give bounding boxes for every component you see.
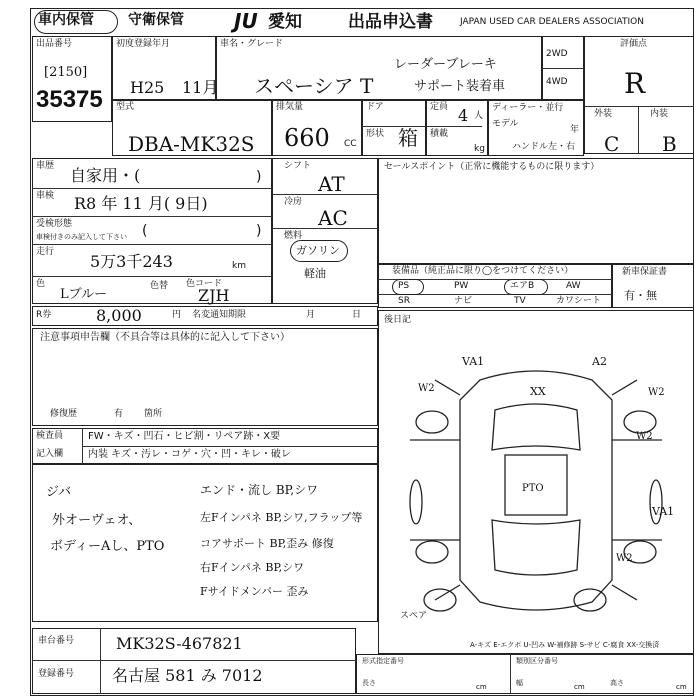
ac-label: 冷房 [284, 197, 303, 207]
vehicle-name: スペーシア T [254, 74, 374, 98]
row-divider [82, 446, 378, 447]
vehicle-label: 車名・グレード [220, 39, 284, 49]
mileage-value: 5万3千243 [90, 252, 173, 271]
drive-divider [542, 68, 584, 69]
recycle-value: 8,000 [96, 306, 142, 325]
diagram-legend: A-キズ E-エクボ U-凹み W-補修跡 S-サビ C-腐食 XX-交換済 [470, 641, 660, 649]
spare-label: スペア [400, 611, 428, 621]
color-change-label: 色替 [150, 281, 169, 291]
cert-width: 幅 [516, 679, 523, 687]
doors-label: ドア [366, 102, 384, 112]
registration-year: H25 [130, 78, 165, 97]
recycle-unit: 円 [172, 310, 182, 320]
registration-month: 11月 [182, 78, 219, 97]
cert-cm-3: cm [676, 683, 687, 691]
month-label: 月 [306, 310, 316, 320]
model-label: 型式 [116, 102, 135, 112]
ext-row: FW・キズ・凹石・ヒビ割・リペア跡・X要 [88, 431, 281, 442]
rating-value: R [624, 67, 646, 100]
shift-value: AT [318, 172, 345, 196]
remark-6: コアサポート BP,歪み 修復 [200, 537, 334, 550]
receipt-sub: 車検付きのみ記入して下さい [36, 233, 127, 241]
equip-tv: TV [514, 296, 526, 306]
inspector-label-2: 記入欄 [36, 449, 64, 459]
repair-label: 修復歴 [50, 409, 78, 419]
history-value: 自家用・( [70, 166, 141, 185]
mileage-unit: km [232, 261, 246, 271]
tag-inside: 車内保管 [38, 12, 94, 28]
notes-label: 注意事項申告欄（不具合等は具体的に記入して下さい） [40, 332, 290, 343]
remark-5: 左Fインパネ BP,シワ,フラップ等 [200, 511, 363, 524]
handle-label: ハンドル [512, 142, 549, 152]
displacement-value: 660 [284, 124, 330, 152]
color-value: Lブルー [60, 287, 108, 302]
shape-value: 箱 [398, 126, 418, 150]
ju-logo: JU [234, 9, 258, 33]
history-label: 車歴 [36, 161, 55, 171]
chassis-value: MK32S-467821 [116, 634, 243, 653]
mark-w2-right: W2 [648, 387, 665, 398]
drive-2wd: 2WD [546, 49, 568, 59]
model-value: DBA-MK32S [128, 132, 255, 156]
sales-point-box [378, 158, 694, 264]
remark-2: 外オーヴェオ、 [52, 513, 142, 528]
plate-value: 名古屋 581 み 7012 [112, 666, 263, 685]
mark-a2-front: A2 [592, 355, 607, 368]
listing-number: 35375 [36, 86, 103, 113]
mark-w2-left: W2 [418, 383, 435, 394]
grade-note-1: レーダーブレーキ [394, 57, 497, 72]
row-divider [32, 276, 272, 277]
equip-seat: カワシート [556, 296, 602, 306]
plate-label: 登録番号 [38, 669, 75, 679]
guarantee-label: 新車保証書 [622, 267, 668, 277]
ac-value: AC [318, 206, 348, 230]
color-code-label: 色コード [186, 279, 223, 289]
rating-col-divider [638, 106, 639, 154]
cert-cm-2: cm [574, 683, 585, 691]
receipt-close: ) [256, 223, 262, 239]
remark-7: 右Fインパネ BP,シワ [200, 561, 305, 574]
listing-label: 出品番号 [36, 39, 73, 49]
listing-sub: [2150] [44, 65, 88, 80]
load-label: 積載 [430, 129, 449, 139]
equip-pw: PW [454, 281, 469, 291]
form-title: 出品申込書 [348, 12, 433, 32]
equip-ps: PS [398, 281, 410, 291]
col-divider [100, 628, 101, 694]
cert-label-1: 形式指定番号 [362, 657, 404, 665]
mark-pto: PTO [522, 483, 544, 494]
col-divider [510, 654, 511, 694]
dealer-label: ディーラー・並行 [492, 103, 564, 113]
year-label: 年 [570, 125, 580, 135]
equip-airbag: エアB [510, 281, 535, 291]
capacity-value: 4 [458, 106, 469, 125]
equip-sr: SR [398, 296, 410, 306]
cert-height: 高さ [610, 679, 624, 687]
displacement-label: 排気量 [276, 102, 304, 112]
mark-w2-rear: W2 [616, 553, 633, 564]
inspection-value: R8 年 11 月( 9日) [74, 194, 208, 213]
color-code-value: ZJH [198, 286, 230, 305]
mark-w2-right-2: W2 [636, 431, 653, 442]
rating-label: 評価点 [620, 39, 648, 49]
tag-guard: 守衛保管 [128, 12, 184, 28]
row-divider [32, 244, 272, 245]
cert-label-2: 類別区分番号 [516, 657, 558, 665]
color-label: 色 [36, 279, 46, 289]
remark-8: Fサイドメンバー 歪み [200, 585, 309, 598]
registration-label: 初度登録年月 [116, 39, 171, 49]
remark-3: ボディーAし、PTO [50, 539, 165, 554]
guarantee-value: 有・無 [624, 289, 657, 302]
history-close: ) [256, 169, 262, 185]
repair-value: 有 [114, 409, 124, 419]
receipt-open: ( [142, 223, 148, 239]
equip-navi: ナビ [454, 296, 473, 306]
int-label: 内装 [650, 109, 669, 119]
equipment-label: 装備品（純正品に限り◯をつけてください） [392, 266, 574, 276]
row-divider [32, 660, 356, 661]
drive-4wd: 4WD [546, 77, 568, 87]
sales-point-label: セールスポイント（正常に機能するものに限ります） [384, 162, 600, 172]
mileage-label: 走行 [36, 247, 55, 257]
cert-cm-1: cm [476, 683, 487, 691]
displacement-unit: CC [344, 139, 357, 149]
later-note-label: 後日記 [384, 315, 412, 325]
row-divider [32, 188, 272, 189]
fuel-value: ガソリン [296, 244, 340, 257]
capacity-label: 定員 [430, 102, 449, 112]
int-row: 内装 キズ・汚レ・コゲ・穴・凹・キレ・破レ [88, 449, 291, 460]
inspection-label: 車検 [36, 191, 55, 201]
fuel-alt: 軽油 [304, 267, 326, 280]
row-divider [32, 216, 272, 217]
repair-place: 箇所 [144, 409, 163, 419]
name-change-label: 名変通知期限 [192, 310, 247, 320]
handle-value: 左・右 [548, 142, 576, 152]
model-year-label: モデル [492, 119, 519, 129]
org-name: 愛知 [268, 12, 302, 32]
cert-length: 長さ [362, 679, 376, 687]
day-label: 日 [352, 310, 362, 320]
receipt-label: 受検形態 [36, 219, 73, 229]
shape-label: 形状 [366, 129, 385, 139]
int-value: B [662, 132, 677, 156]
mark-va1-front: VA1 [462, 355, 485, 368]
equip-aw: AW [566, 281, 581, 291]
grade-note-2: サポート装着車 [414, 79, 506, 94]
recycle-label: R券 [36, 310, 52, 320]
load-unit: kg [474, 144, 485, 154]
mark-va1-side: VA1 [652, 505, 675, 518]
col-divider [82, 428, 83, 464]
remark-1: ジバ [46, 485, 72, 500]
fuel-label: 燃料 [284, 231, 303, 241]
ext-label: 外装 [594, 109, 613, 119]
rating-divider [584, 106, 694, 107]
capacity-unit: 人 [474, 111, 484, 121]
chassis-label: 車台番号 [38, 636, 75, 646]
org-english: JAPAN USED CAR DEALERS ASSOCIATION [460, 17, 644, 27]
ext-value: C [604, 132, 620, 156]
remark-4: エンド・流し BP,シワ [200, 483, 319, 497]
mark-xx: XX [530, 385, 546, 398]
inspector-label-1: 検査員 [36, 431, 64, 441]
shift-label: シフト [284, 161, 312, 171]
